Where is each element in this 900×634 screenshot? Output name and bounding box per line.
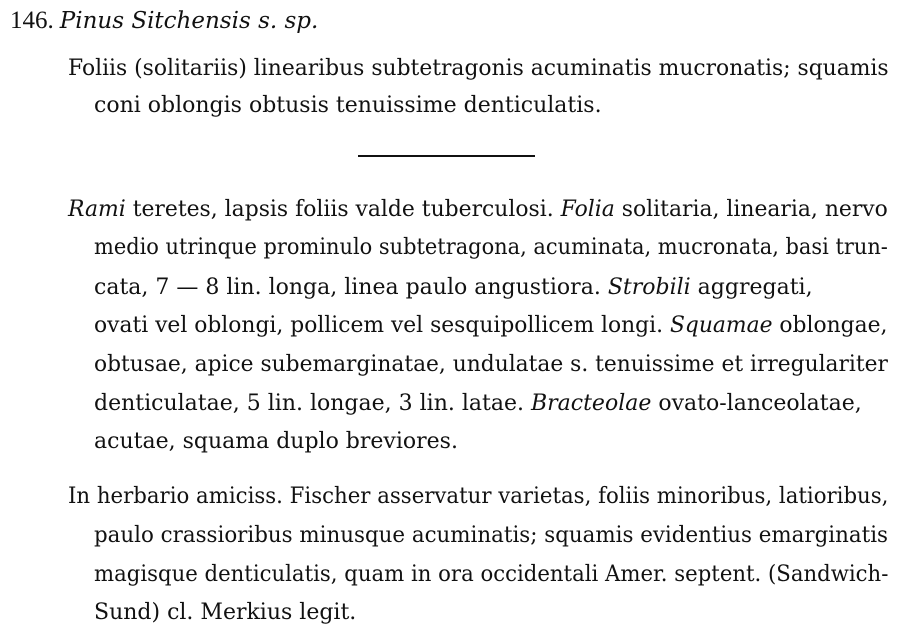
description-text: ovati vel oblongi, pollicem vel sesquipollicem longi.	[94, 313, 670, 338]
description-line-2: medio utrinque prominulo subtetragona, acuminata, mucronata, basi trun-	[94, 235, 888, 260]
diagnosis-line-2: coni oblongis obtusis tenuissime denticulatis.	[94, 93, 602, 118]
description-line-4	[94, 313, 887, 339]
term-strobili: Strobili	[607, 275, 691, 300]
description-text: solitaria, linearia, nervo	[614, 197, 888, 222]
description-line-5: obtusae, apice subemarginatae, undulatae s. tenuissime et irregulariter	[94, 352, 888, 377]
description-line-6	[94, 391, 862, 417]
term-squamae: Squamae	[669, 313, 773, 338]
description-text: cata, 7 — 8 lin. longa, linea paulo angustiora.	[94, 275, 608, 300]
note-line-2: paulo crassioribus minusque acuminatis; squamis evidentius emarginatis	[94, 523, 889, 548]
diagnosis-line-1: Foliis (solitariis) linearibus subtetragonis acuminatis mucronatis; squamis	[68, 56, 889, 81]
note-line-1: In herbario amiciss. Fischer asservatur varietas, foliis minoribus, latioribus,	[68, 484, 889, 509]
term-folia: Folia	[560, 197, 615, 222]
description-line-7: acutae, squama duplo breviores.	[94, 429, 458, 454]
section-divider	[358, 155, 535, 157]
description-text: ovato-lanceolatae,	[651, 391, 862, 416]
term-bracteolae: Bracteolae	[530, 391, 652, 416]
description-text: denticulatae, 5 lin. longae, 3 lin. latae.	[94, 391, 531, 416]
species-heading	[10, 8, 318, 34]
species-title: Pinus Sitchensis s. sp.	[59, 8, 319, 34]
description-text: aggregati,	[690, 275, 813, 300]
note-line-4: Sund) cl. Merkius legit.	[94, 600, 357, 625]
note-line-3: magisque denticulatis, quam in ora occidentali Amer. septent. (Sandwich-	[94, 562, 889, 587]
description-line-3	[94, 275, 813, 301]
description-line-1	[68, 197, 888, 223]
description-text: oblongae,	[772, 313, 888, 338]
species-number: 146.	[10, 7, 54, 34]
description-text: teretes, lapsis foliis valde tuberculosi.	[125, 197, 561, 222]
term-rami: Rami	[68, 197, 126, 222]
